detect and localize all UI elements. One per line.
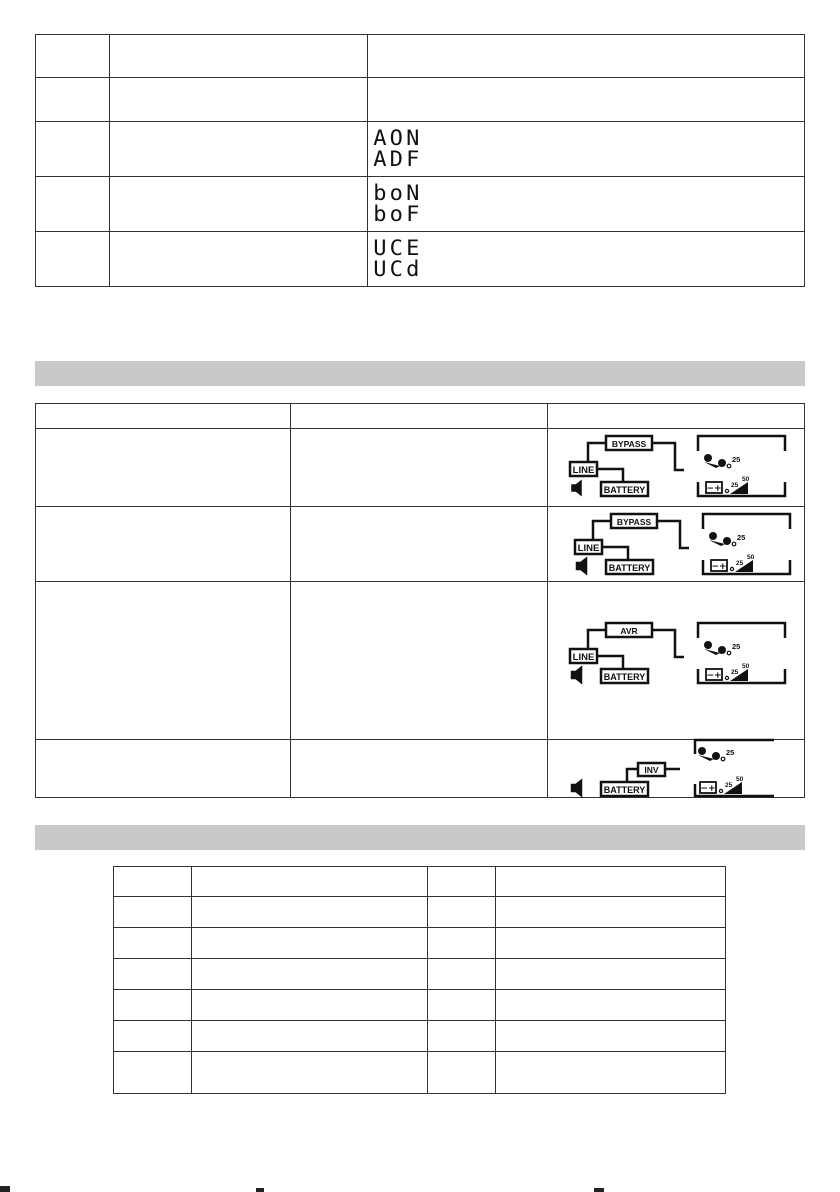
svg-text:25: 25 [731, 669, 739, 676]
table-cell [191, 990, 428, 1021]
table-cell [114, 867, 192, 897]
table-cell [428, 1021, 496, 1052]
table-cell [36, 429, 291, 507]
table-cell [428, 1052, 496, 1094]
svg-text:−+: −+ [711, 562, 727, 572]
battery-label: BATTERY [603, 485, 646, 495]
speaker-icon [572, 781, 581, 795]
table-cell [367, 35, 804, 78]
svg-text:25: 25 [732, 455, 741, 464]
table-cell [36, 78, 110, 122]
table-cell [36, 35, 110, 78]
table-cell [191, 1021, 428, 1052]
table-cell [496, 928, 726, 959]
svg-text:50: 50 [742, 663, 750, 670]
battery-label: BATTERY [608, 563, 651, 573]
svg-text:50: 50 [742, 476, 750, 483]
lcd-code: AON ADF [372, 126, 423, 171]
table-header-cell [548, 404, 805, 429]
table-cell [191, 897, 428, 928]
inv-label: INV [644, 765, 659, 775]
table-cell [36, 122, 110, 177]
load-icon [698, 747, 734, 761]
svg-text:50: 50 [747, 554, 755, 561]
section-header-band [35, 825, 805, 850]
lcd-code-cell [367, 177, 804, 232]
table-cell [428, 867, 496, 897]
table-cell [114, 1052, 192, 1094]
table-cell [109, 35, 367, 78]
line-label: LINE [572, 652, 595, 663]
table-cell [290, 582, 548, 740]
table-cell [36, 507, 291, 582]
load-icon [709, 532, 745, 546]
table-cell [191, 928, 428, 959]
lcd-battery-mode-diagram [560, 738, 804, 802]
table-cell [290, 429, 548, 507]
table-cell [428, 928, 496, 959]
line-label: LINE [577, 543, 600, 554]
table-cell [114, 897, 192, 928]
table-cell [290, 740, 548, 798]
table-cell [191, 1052, 428, 1094]
table-cell [109, 177, 367, 232]
bypass-label: BYPASS [616, 517, 652, 527]
lcd-code-cell [367, 122, 804, 177]
battery-level-icon [706, 663, 750, 681]
lcd-avr-mode-diagram [560, 619, 800, 689]
table-cell [109, 122, 367, 177]
svg-text:25: 25 [732, 642, 741, 651]
speaker-icon [577, 559, 586, 573]
table-cell [428, 959, 496, 990]
battery-level-icon [700, 776, 744, 794]
table-cell [496, 990, 726, 1021]
svg-text:−+: −+ [706, 484, 722, 494]
line-label: LINE [572, 465, 595, 476]
clipped-text-fragment [256, 1188, 264, 1192]
load-icon [704, 454, 740, 468]
svg-text:25: 25 [726, 748, 735, 757]
table-cell [114, 990, 192, 1021]
svg-text:25: 25 [731, 482, 739, 489]
speaker-icon [572, 481, 581, 495]
svg-text:25: 25 [737, 533, 746, 542]
table-cell [496, 1052, 726, 1094]
svg-text:25: 25 [736, 560, 744, 567]
lcd-bypass-mode-diagram [560, 432, 800, 502]
lcd-setting-table [35, 34, 805, 287]
table-cell [191, 867, 428, 897]
table-cell [36, 177, 110, 232]
svg-text:50: 50 [736, 776, 744, 783]
table-header-cell [36, 404, 291, 429]
lcd-code: UCE UCd [372, 236, 423, 281]
bypass-label: BYPASS [611, 439, 647, 449]
table-cell [36, 740, 291, 798]
table-cell [114, 1021, 192, 1052]
table-cell [290, 507, 548, 582]
table-cell [496, 959, 726, 990]
lcd-code-cell [367, 232, 804, 287]
code-reference-table [113, 866, 726, 1094]
load-icon [704, 641, 740, 655]
svg-text:25: 25 [725, 782, 733, 789]
table-cell [36, 582, 291, 740]
table-cell [191, 959, 428, 990]
lcd-code: boN boF [372, 181, 423, 226]
table-cell [367, 78, 804, 122]
avr-label: AVR [620, 626, 638, 636]
table-cell [496, 867, 726, 897]
lcd-bypass-mode-diagram [565, 510, 805, 580]
speaker-icon [572, 668, 581, 682]
table-cell [114, 928, 192, 959]
section-header-band [35, 361, 805, 386]
battery-label: BATTERY [603, 785, 646, 795]
table-cell [496, 1021, 726, 1052]
clipped-text-fragment [0, 1186, 10, 1192]
table-cell [36, 232, 110, 287]
svg-text:−+: −+ [700, 784, 716, 794]
table-cell [428, 897, 496, 928]
clipped-text-fragment [594, 1188, 604, 1192]
battery-level-icon [711, 554, 755, 572]
table-cell [428, 990, 496, 1021]
table-header-cell [290, 404, 548, 429]
battery-level-icon [706, 476, 750, 494]
svg-text:−+: −+ [706, 671, 722, 681]
table-cell [114, 959, 192, 990]
table-cell [109, 78, 367, 122]
table-cell [496, 897, 726, 928]
table-cell [109, 232, 367, 287]
battery-label: BATTERY [603, 672, 646, 682]
